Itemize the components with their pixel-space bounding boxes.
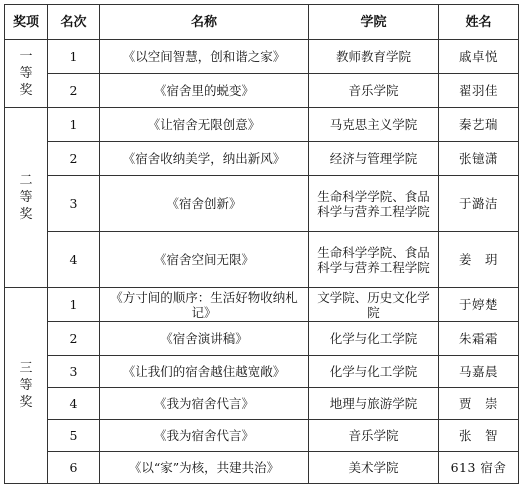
header-prize: 奖项 <box>5 5 48 40</box>
title-cell: 《宿舍演讲稿》 <box>100 322 309 356</box>
name-cell: 613 宿舍 <box>439 452 519 484</box>
college-cell: 音乐学院 <box>309 420 439 452</box>
header-rank: 名次 <box>48 5 100 40</box>
title-cell: 《以“家”为核，共建共治》 <box>100 452 309 484</box>
name-cell: 姜 玥 <box>439 232 519 288</box>
title-cell: 《以空间智慧，创和谐之家》 <box>100 40 309 74</box>
title-cell: 《方寸间的顺序：生活好物收纳札记》 <box>100 288 309 322</box>
title-cell: 《宿舍收纳美学，纳出新风》 <box>100 142 309 176</box>
college-cell: 文学院、历史文化学院 <box>309 288 439 322</box>
table-row <box>5 388 519 420</box>
rank-cell: 1 <box>48 288 100 322</box>
header-row <box>5 5 519 40</box>
name-cell: 贾 崇 <box>439 388 519 420</box>
rank-cell: 6 <box>48 452 100 484</box>
title-cell: 《我为宿舍代言》 <box>100 420 309 452</box>
rank-cell: 4 <box>48 232 100 288</box>
college-cell: 教师教育学院 <box>309 40 439 74</box>
rank-cell: 2 <box>48 74 100 108</box>
table-row <box>5 142 519 176</box>
name-cell: 秦艺瑞 <box>439 108 519 142</box>
college-cell: 经济与管理学院 <box>309 142 439 176</box>
table-row <box>5 288 519 322</box>
college-cell: 生命科学学院、食品科学与营养工程学院 <box>309 232 439 288</box>
awards-table <box>4 4 519 484</box>
table-row <box>5 108 519 142</box>
rank-cell: 4 <box>48 388 100 420</box>
rank-cell: 1 <box>48 40 100 74</box>
table-row <box>5 40 519 74</box>
name-cell: 翟羽佳 <box>439 74 519 108</box>
name-cell: 张镱潇 <box>439 142 519 176</box>
college-cell: 地理与旅游学院 <box>309 388 439 420</box>
rank-cell: 3 <box>48 176 100 232</box>
header-title: 名称 <box>100 5 309 40</box>
rank-cell: 1 <box>48 108 100 142</box>
college-cell: 化学与化工学院 <box>309 356 439 388</box>
college-cell: 化学与化工学院 <box>309 322 439 356</box>
college-cell: 美术学院 <box>309 452 439 484</box>
title-cell: 《我为宿舍代言》 <box>100 388 309 420</box>
table-row <box>5 420 519 452</box>
college-cell: 音乐学院 <box>309 74 439 108</box>
name-cell: 于潞洁 <box>439 176 519 232</box>
title-cell: 《让宿舍无限创意》 <box>100 108 309 142</box>
table-row <box>5 356 519 388</box>
prize-cell: 一等奖 <box>5 40 48 108</box>
table-row <box>5 452 519 484</box>
name-cell: 朱霜霜 <box>439 322 519 356</box>
name-cell: 于婷楚 <box>439 288 519 322</box>
prize-cell: 二等奖 <box>5 108 48 288</box>
rank-cell: 3 <box>48 356 100 388</box>
college-cell: 生命科学学院、食品科学与营养工程学院 <box>309 176 439 232</box>
name-cell: 张 智 <box>439 420 519 452</box>
header-name: 姓名 <box>439 5 519 40</box>
rank-cell: 5 <box>48 420 100 452</box>
prize-cell: 三等奖 <box>5 288 48 484</box>
rank-cell: 2 <box>48 142 100 176</box>
table-row <box>5 322 519 356</box>
table-row <box>5 232 519 288</box>
title-cell: 《宿舍空间无限》 <box>100 232 309 288</box>
table-row <box>5 74 519 108</box>
college-cell: 马克思主义学院 <box>309 108 439 142</box>
title-cell: 《宿舍里的蜕变》 <box>100 74 309 108</box>
title-cell: 《让我们的宿舍越住越宽敞》 <box>100 356 309 388</box>
title-cell: 《宿舍创新》 <box>100 176 309 232</box>
name-cell: 戚卓悦 <box>439 40 519 74</box>
header-college: 学院 <box>309 5 439 40</box>
table-row <box>5 176 519 232</box>
rank-cell: 2 <box>48 322 100 356</box>
name-cell: 马嘉晨 <box>439 356 519 388</box>
